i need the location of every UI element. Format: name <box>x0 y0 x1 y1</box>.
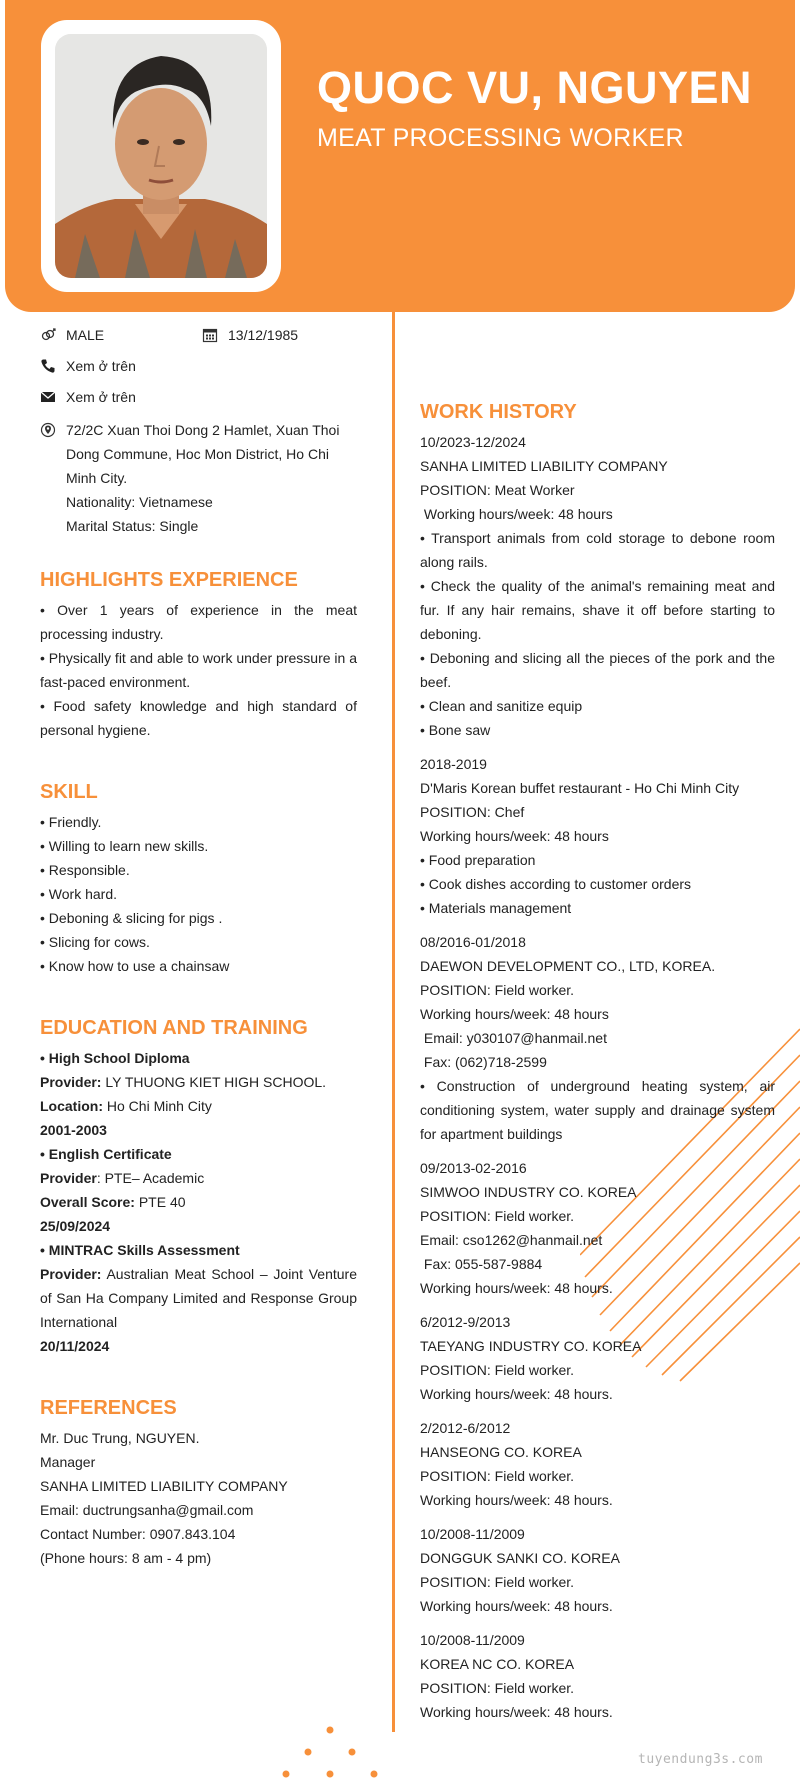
right-column <box>420 398 779 1734</box>
skill-item: • Slicing for cows. <box>40 934 150 950</box>
profile-photo-frame <box>41 20 281 292</box>
field-label: Location: <box>40 1098 103 1114</box>
job-period: 2/2012-6/2012 <box>420 1420 511 1436</box>
skill-item: • Work hard. <box>40 886 117 902</box>
field-label: Overall Score: <box>40 1194 135 1210</box>
job-detail-line: Working hours/week: 48 hours <box>420 506 613 522</box>
gender-row <box>40 323 357 354</box>
reference-line: Mr. Duc Trung, NGUYEN. <box>40 1430 200 1446</box>
job-period: 10/2008-11/2009 <box>420 1526 525 1542</box>
work-history-entry <box>420 1310 775 1406</box>
dob-value: 13/12/1985 <box>228 327 299 343</box>
skill-item: • Deboning & slicing for pigs . <box>40 910 223 926</box>
field-label: Provider: <box>40 1266 102 1282</box>
references-section <box>40 1394 357 1570</box>
work-history-entry <box>420 430 779 742</box>
work-history-heading: WORK HISTORY <box>420 401 577 423</box>
job-detail-line: • Transport animals from cold storage to debone room along rails. <box>420 530 779 570</box>
job-detail-line: DONGGUK SANKI CO. KOREA <box>420 1550 620 1566</box>
job-detail-line: Working hours/week: 48 hours. <box>420 1598 613 1614</box>
job-detail-line: Working hours/week: 48 hours. <box>420 1492 613 1508</box>
job-detail-line: • Bone saw <box>420 722 491 738</box>
job-period: 10/2008-11/2009 <box>420 1632 525 1648</box>
highlight-item: • Food safety knowledge and high standard of personal hygiene. <box>40 698 357 738</box>
highlight-item: • Over 1 years of experience in the meat processing industry. <box>40 602 357 642</box>
job-period: 6/2012-9/2013 <box>420 1314 511 1330</box>
job-detail-line: POSITION: Chef <box>420 804 525 820</box>
email-row <box>40 385 357 416</box>
field-value: PTE 40 <box>134 1194 186 1210</box>
job-detail-line: • Construction of underground heating system, air conditioning system, water supply and drainage system for apartment buildings <box>420 1078 779 1142</box>
job-detail-line: SIMWOO INDUSTRY CO. KOREA <box>420 1184 637 1200</box>
job-detail-line: SANHA LIMITED LIABILITY COMPANY <box>420 458 668 474</box>
job-detail-line: Fax: 055-587-9884 <box>420 1256 543 1272</box>
job-detail-line: KOREA NC CO. KOREA <box>420 1656 575 1672</box>
job-detail-line: POSITION: Field worker. <box>420 1362 575 1378</box>
education-date: 25/09/2024 <box>40 1218 111 1234</box>
education-name: • English Certificate <box>40 1146 172 1162</box>
job-detail-line: POSITION: Field worker. <box>420 1208 575 1224</box>
phone-row <box>40 354 357 385</box>
job-detail-line: Email: cso1262@hanmail.net <box>420 1232 603 1248</box>
address-value: 72/2C Xuan Thoi Dong 2 Hamlet, Xuan Thoi Dong Commune, Hoc Mon District, Ho Chi Minh City. <box>66 422 340 486</box>
job-detail-line: DAEWON DEVELOPMENT CO., LTD, KOREA. <box>420 958 716 974</box>
header-banner <box>5 0 795 312</box>
highlights-section <box>40 566 357 742</box>
reference-line: Contact Number: 0907.843.104 <box>40 1526 236 1542</box>
marital-status-value: Marital Status: Single <box>66 518 199 534</box>
work-history-entry <box>420 1156 775 1300</box>
reference-line: SANHA LIMITED LIABILITY COMPANY <box>40 1478 288 1494</box>
education-section <box>40 1014 357 1358</box>
field-value: Australian Meat School – Joint Venture of San Ha Company Limited and Response Group International <box>40 1266 357 1330</box>
education-name: • High School Diploma <box>40 1050 190 1066</box>
job-detail-line: Working hours/week: 48 hours <box>420 828 609 844</box>
skill-item: • Know how to use a chainsaw <box>40 958 230 974</box>
reference-line: (Phone hours: 8 am - 4 pm) <box>40 1550 212 1566</box>
education-entry <box>40 1142 357 1238</box>
education-name: • MINTRAC Skills Assessment <box>40 1242 240 1258</box>
job-period: 09/2013-02-2016 <box>420 1160 527 1176</box>
decorative-dots <box>270 1722 390 1784</box>
profile-photo <box>55 34 267 278</box>
work-history-entry <box>420 1628 775 1724</box>
job-detail-line: Email: y030107@hanmail.net <box>420 1030 607 1046</box>
education-entry <box>40 1046 357 1142</box>
job-detail-line: • Cook dishes according to customer orders <box>420 876 692 892</box>
candidate-name: QUOC VU, NGUYEN <box>317 62 753 113</box>
calendar-icon <box>202 323 228 347</box>
highlight-item: • Physically fit and able to work under pressure in a fast-paced environment. <box>40 650 357 690</box>
skill-item: • Responsible. <box>40 862 130 878</box>
job-detail-line: POSITION: Field worker. <box>420 1574 575 1590</box>
skill-item: • Willing to learn new skills. <box>40 838 209 854</box>
job-detail-line: • Check the quality of the animal's remaining meat and fur. If any hair remains, shave it off before starting to deboning. <box>420 578 779 642</box>
work-history-entry <box>420 1416 775 1512</box>
references-heading: REFERENCES <box>40 1397 177 1419</box>
work-history-entry <box>420 1522 775 1618</box>
dob-row <box>202 323 298 347</box>
job-detail-line: POSITION: Field worker. <box>420 982 575 998</box>
highlights-heading: HIGHLIGHTS EXPERIENCE <box>40 569 298 591</box>
job-period: 10/2023-12/2024 <box>420 434 526 450</box>
reference-line: Email: ductrungsanha@gmail.com <box>40 1502 254 1518</box>
phone-value: Xem ở trên <box>66 358 136 374</box>
job-detail-line: HANSEONG CO. KOREA <box>420 1444 582 1460</box>
skill-section <box>40 778 357 978</box>
field-label: Provider: <box>40 1074 102 1090</box>
field-label: Provider <box>40 1170 97 1186</box>
left-column <box>40 323 357 1570</box>
address-row <box>40 418 357 538</box>
job-period: 2018-2019 <box>420 756 487 772</box>
field-value: Ho Chi Minh City <box>103 1098 212 1114</box>
skill-item: • Friendly. <box>40 814 102 830</box>
education-heading: EDUCATION AND TRAINING <box>40 1017 308 1039</box>
column-divider <box>392 312 395 1732</box>
job-detail-line: Working hours/week: 48 hours. <box>420 1280 613 1296</box>
skill-heading: SKILL <box>40 781 98 803</box>
watermark: tuyendung3s.com <box>638 1752 763 1767</box>
job-detail-line: POSITION: Field worker. <box>420 1468 575 1484</box>
job-title: MEAT PROCESSING WORKER <box>317 124 684 152</box>
work-history-entry <box>420 752 775 920</box>
job-detail-line: POSITION: Field worker. <box>420 1680 575 1696</box>
job-period: 08/2016-01/2018 <box>420 934 526 950</box>
work-history-entry <box>420 930 779 1146</box>
job-detail-line: • Materials management <box>420 900 572 916</box>
job-detail-line: • Clean and sanitize equip <box>420 698 583 714</box>
location-pin-icon <box>40 418 66 442</box>
job-detail-line: POSITION: Meat Worker <box>420 482 575 498</box>
job-detail-line: Working hours/week: 48 hours. <box>420 1704 613 1720</box>
education-date: 20/11/2024 <box>40 1338 110 1354</box>
job-detail-line: TAEYANG INDUSTRY CO. KOREA <box>420 1338 642 1354</box>
reference-line: Manager <box>40 1454 96 1470</box>
field-value: LY THUONG KIET HIGH SCHOOL. <box>101 1074 327 1090</box>
gender-value: MALE <box>66 327 105 343</box>
job-detail-line: Working hours/week: 48 hours <box>420 1006 609 1022</box>
job-detail-line: D'Maris Korean buffet restaurant - Ho Chi Minh City <box>420 780 740 796</box>
field-value: : PTE– Academic <box>96 1170 205 1186</box>
envelope-icon <box>40 385 66 409</box>
job-detail-line: Working hours/week: 48 hours. <box>420 1386 613 1402</box>
phone-icon <box>40 354 66 378</box>
job-detail-line: • Deboning and slicing all the pieces of the pork and the beef. <box>420 650 779 690</box>
education-entry <box>40 1238 357 1358</box>
education-date: 2001-2003 <box>40 1122 107 1138</box>
email-value: Xem ở trên <box>66 389 136 405</box>
nationality-value: Nationality: Vietnamese <box>66 494 213 510</box>
gender-icon <box>40 323 66 347</box>
work-history-list <box>420 430 779 1724</box>
job-detail-line: Fax: (062)718-2599 <box>420 1054 547 1070</box>
job-detail-line: • Food preparation <box>420 852 536 868</box>
